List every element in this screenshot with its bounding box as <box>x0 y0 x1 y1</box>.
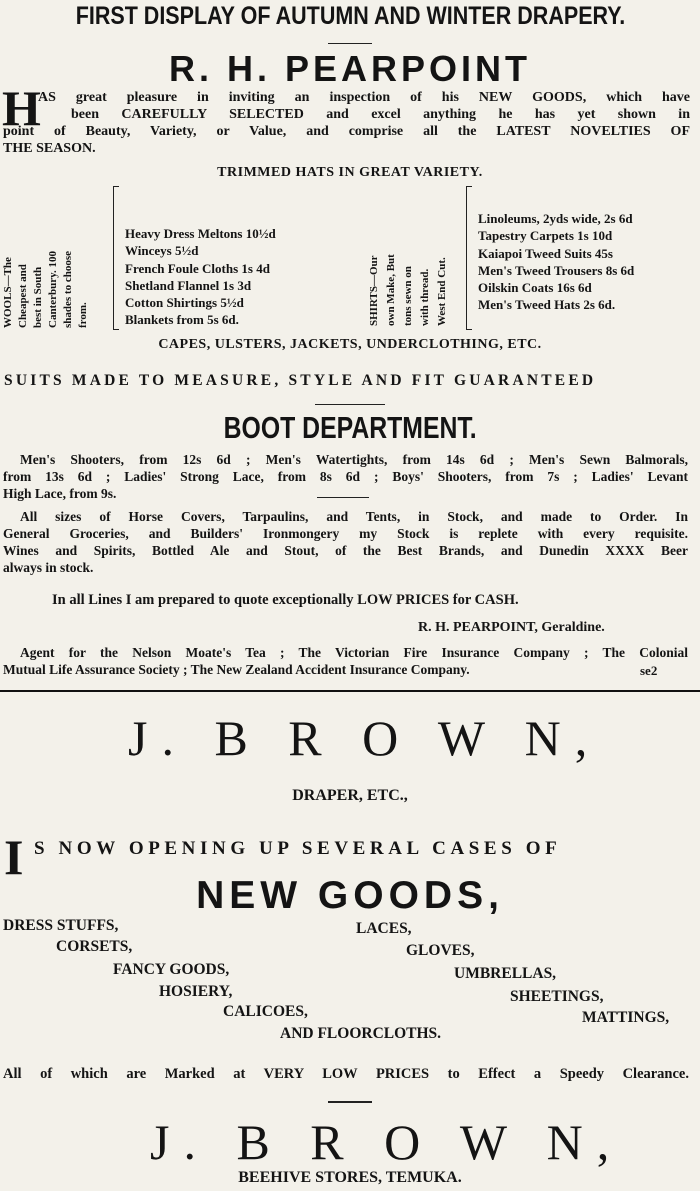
list-item: French Foule Cloths 1s 4d <box>125 260 270 276</box>
headline: FIRST DISPLAY OF AUTUMN AND WINTER DRAPERY. <box>75 2 625 30</box>
stores-line: BEEHIVE STORES, TEMUKA. <box>238 1169 462 1186</box>
brown-name-bottom: J. B R O W N, <box>150 1114 624 1170</box>
drop-cap: I <box>4 829 24 885</box>
household-price-list <box>478 210 634 314</box>
list-item: Oilskin Coats 16s 6d <box>478 280 592 296</box>
new-goods-heading: NEW GOODS, <box>196 874 504 917</box>
list-item: GLOVES, <box>406 942 475 959</box>
clearance-line: All of which are Marked at VERY LOW PRICES to Effect a Speedy Clearance. <box>3 1066 689 1082</box>
list-item: AND FLOORCLOTHS. <box>280 1025 442 1042</box>
bracket <box>466 186 472 330</box>
drop-cap: H <box>2 80 41 136</box>
intro-line-3: point of Beauty, Variety, or Value, and comprise all the LATEST NOVELTIES OF <box>3 124 690 139</box>
intro-line-4: THE SEASON. <box>3 141 96 156</box>
intro-line-2: been CAREFULLY SELECTED and excel anything he has yet shown in <box>71 107 690 122</box>
suits-line: SUITS MADE TO MEASURE, STYLE AND FIT GUARANTEED <box>4 372 597 389</box>
list-item: UMBRELLAS, <box>454 965 557 982</box>
boot-line-3: High Lace, from 9s. <box>3 486 117 501</box>
list-item: Kaiapoi Tweed Suits 45s <box>478 245 613 261</box>
list-item: FANCY GOODS, <box>113 961 230 978</box>
stock-line-1: All sizes of Horse Covers, Tarpaulins, and Tents, in Stock, and made to Order. In <box>20 509 688 524</box>
trimmed-hats: TRIMMED HATS IN GREAT VARIETY. <box>217 165 483 180</box>
divider <box>317 497 369 498</box>
boot-line-2: from 13s 6d ; Ladies' Strong Lace, from 8s 6d ; Boys' Shooters, from 7s ; Ladies' Levant <box>3 469 688 484</box>
list-item: Shetland Flannel 1s 3d <box>125 277 252 293</box>
list-item: Blankets from 5s 6d. <box>125 312 239 328</box>
list-item: DRESS STUFFS, <box>3 917 119 934</box>
boot-line-1: Men's Shooters, from 12s 6d ; Men's Watertights, from 14s 6d ; Men's Sewn Balmorals, <box>20 452 688 467</box>
brown-name-top: J. B R O W N, <box>128 710 602 766</box>
divider <box>315 404 385 405</box>
signature: R. H. PEARPOINT, Geraldine. <box>418 620 605 635</box>
trade-line: DRAPER, ETC., <box>292 787 408 804</box>
fabric-price-list <box>125 225 276 329</box>
stock-line-3: Wines and Spirits, Bottled Ale and Stout, of the Best Brands, and Dunedin XXXX Beer <box>3 543 688 558</box>
list-item: HOSIERY, <box>159 983 233 1000</box>
cash-line: In all Lines I am prepared to quote exceptionally LOW PRICES for CASH. <box>52 592 519 608</box>
boot-heading: BOOT DEPARTMENT. <box>223 410 477 445</box>
insertion-code: se2 <box>640 663 658 678</box>
agent-line-1: Agent for the Nelson Moate's Tea ; The Victorian Fire Insurance Company ; The Colonial <box>20 645 688 660</box>
list-item: SHEETINGS, <box>510 988 604 1005</box>
merchant-name: R. H. PEARPOINT <box>168 48 532 89</box>
capes-line: CAPES, ULSTERS, JACKETS, UNDERCLOTHING, ETC. <box>158 337 542 352</box>
list-item: MATTINGS, <box>582 1009 670 1026</box>
bracket <box>113 186 119 330</box>
intro-line-1: AS great pleasure in inviting an inspection of his NEW GOODS, which have <box>38 90 690 105</box>
list-item: Heavy Dress Meltons 10½d <box>125 226 276 241</box>
list-item: Men's Tweed Hats 2s 6d. <box>478 297 616 313</box>
list-item: Men's Tweed Trousers 8s 6d <box>478 262 635 278</box>
list-item: Cotton Shirtings 5½d <box>125 295 244 311</box>
list-item: Linoleums, 2yds wide, 2s 6d <box>478 211 633 226</box>
list-item: CORSETS, <box>56 938 133 955</box>
stock-line-2: General Groceries, and Builders' Ironmongery my Stock is replete with every requisite. <box>3 526 688 541</box>
list-item: CALICOES, <box>223 1003 308 1020</box>
divider <box>328 1101 372 1103</box>
list-item: Winceys 5½d <box>125 243 199 259</box>
divider <box>328 43 372 44</box>
stock-line-4: always in stock. <box>3 560 94 575</box>
list-item: Tapestry Carpets 1s 10d <box>478 228 613 244</box>
list-item: LACES, <box>356 920 412 937</box>
opening-line: S NOW OPENING UP SEVERAL CASES OF <box>34 838 562 859</box>
column-divider <box>0 690 700 692</box>
agent-line-2: Mutual Life Assurance Society ; The New Zealand Accident Insurance Company. <box>3 662 470 677</box>
